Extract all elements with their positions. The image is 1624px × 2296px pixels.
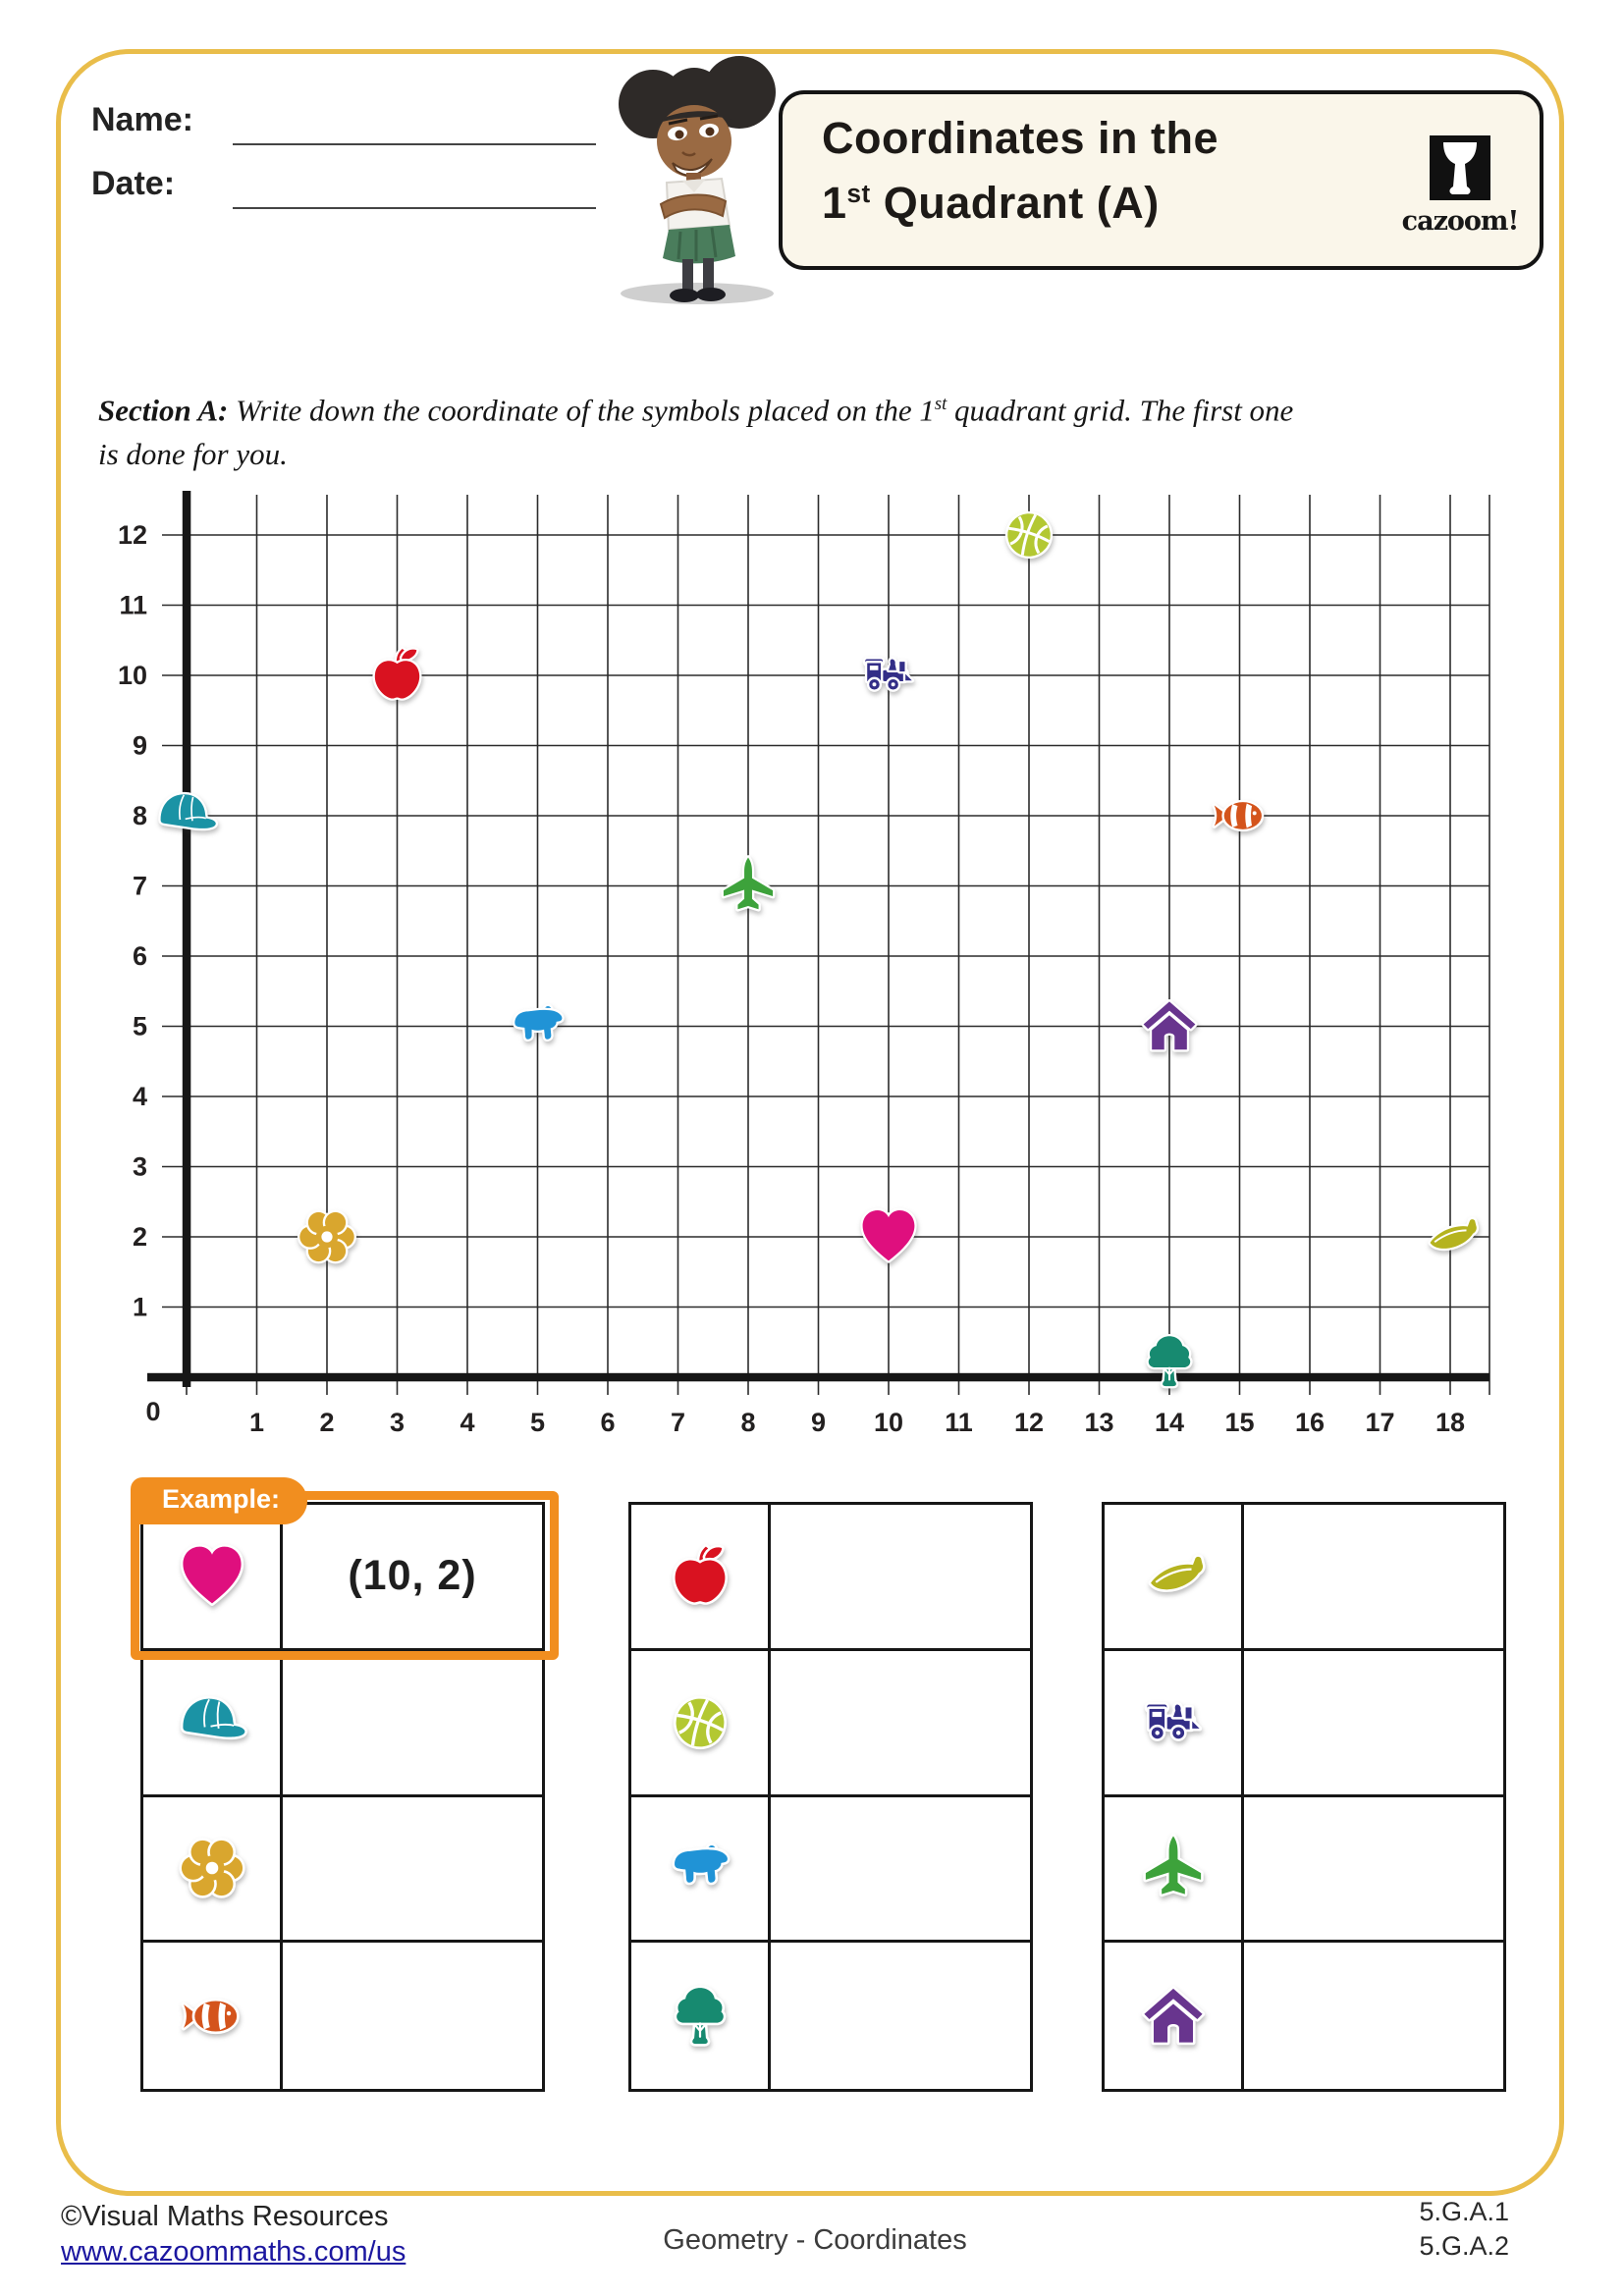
- house-icon: [1137, 1980, 1210, 2053]
- table1-row4-symbol-cell: [143, 1943, 283, 2089]
- table2-row2-answer-cell: [771, 1651, 1030, 1797]
- basketball-icon: [664, 1686, 736, 1759]
- x-tick-label: 4: [460, 1408, 475, 1437]
- worksheet-title: Coordinates in the 1st Quadrant (A): [822, 113, 1219, 228]
- x-tick-label: 15: [1224, 1408, 1255, 1437]
- y-tick-label: 10: [117, 661, 147, 690]
- example-answer: (10, 2): [348, 1552, 477, 1600]
- footer-left: [61, 2199, 406, 2269]
- heart-icon: [863, 1210, 915, 1260]
- x-tick-label: 16: [1294, 1408, 1326, 1437]
- cap-icon: [161, 794, 216, 828]
- x-tick-label: 3: [389, 1408, 406, 1437]
- flower-icon: [176, 1832, 248, 1904]
- x-tick-label: 11: [945, 1408, 973, 1437]
- table2-row4-answer-cell: [771, 1943, 1030, 2089]
- table2-row2-symbol-cell: [631, 1651, 771, 1797]
- apple-icon: [664, 1540, 736, 1613]
- answer-table-3: [1102, 1502, 1506, 2092]
- x-tick-label: 8: [740, 1408, 756, 1437]
- table2-row3-symbol-cell: [631, 1797, 771, 1944]
- table1-row3-answer-cell: [283, 1797, 542, 1944]
- x-tick-label: 6: [600, 1408, 616, 1437]
- y-tick-label: 12: [117, 520, 147, 550]
- table3-row1-answer-cell: [1244, 1505, 1503, 1651]
- x-tick-label: 9: [810, 1408, 827, 1437]
- tree-icon: [664, 1980, 736, 2053]
- section-a-label: Section A:: [98, 393, 229, 428]
- table2-row3-answer-cell: [771, 1797, 1030, 1944]
- copyright-text: ©Visual Maths Resources: [61, 2201, 389, 2232]
- bananas-icon: [1431, 1219, 1477, 1249]
- bear-icon: [514, 1006, 562, 1040]
- x-tick-label: 17: [1365, 1408, 1395, 1437]
- basketball-icon: [1002, 508, 1056, 562]
- date-label: Date:: [91, 165, 176, 202]
- table1-row3-symbol-cell: [143, 1797, 283, 1944]
- table3-row4-answer-cell: [1244, 1943, 1503, 2089]
- answer-table-2: [628, 1502, 1033, 2092]
- y-tick-label: 1: [132, 1292, 147, 1322]
- example-tab: Example:: [131, 1477, 307, 1524]
- x-tick-label: 14: [1154, 1408, 1185, 1437]
- y-tick-label: 7: [132, 871, 147, 901]
- plane-icon: [724, 857, 773, 909]
- y-tick-label: 2: [132, 1222, 147, 1252]
- x-tick-label: 13: [1084, 1408, 1114, 1437]
- x-tick-label: 18: [1435, 1408, 1466, 1437]
- train-icon: [1137, 1686, 1210, 1759]
- table1-row2-answer-cell: [283, 1651, 542, 1797]
- table2-row4-symbol-cell: [631, 1943, 771, 2089]
- table3-row1-symbol-cell: [1105, 1505, 1244, 1651]
- table3-row4-symbol-cell: [1105, 1943, 1244, 2089]
- table3-row3-answer-cell: [1244, 1797, 1503, 1944]
- table3-row2-answer-cell: [1244, 1651, 1503, 1797]
- table3-row3-symbol-cell: [1105, 1797, 1244, 1944]
- table2-row1-answer-cell: [771, 1505, 1030, 1651]
- x-tick-label: 10: [873, 1408, 904, 1437]
- website-link[interactable]: www.cazoommaths.com/us: [61, 2236, 406, 2268]
- y-tick-label: 6: [132, 941, 147, 971]
- section-a-instructions: Section A: Write down the coordinate of the symbols placed on the 1st quadrant grid. The first one is done for you.: [98, 393, 1294, 472]
- x-tick-label: 12: [1013, 1408, 1045, 1437]
- table3-row2-symbol-cell: [1105, 1651, 1244, 1797]
- train-icon: [865, 660, 912, 690]
- table2-row1-symbol-cell: [631, 1505, 771, 1651]
- x-axis: [147, 1373, 1489, 1382]
- y-tick-label: 9: [132, 730, 147, 761]
- footer-topic: Geometry - Coordinates: [663, 2224, 967, 2256]
- apple-icon: [375, 649, 419, 699]
- x-tick-label: 7: [670, 1408, 686, 1437]
- y-axis: [183, 491, 191, 1387]
- y-tick-label: 4: [132, 1082, 147, 1111]
- plane-icon: [1137, 1832, 1210, 1904]
- table1-row4-answer-cell: [283, 1943, 542, 2089]
- standard-code-1: 5.G.A.1: [1419, 2197, 1509, 2226]
- flower-icon: [299, 1212, 353, 1261]
- y-tick-label: 3: [132, 1151, 147, 1182]
- name-label: Name:: [91, 101, 193, 138]
- cap-icon: [176, 1686, 248, 1759]
- fish-icon: [176, 1980, 248, 2053]
- bananas-icon: [1137, 1540, 1210, 1613]
- bear-icon: [664, 1832, 736, 1904]
- origin-label: 0: [145, 1397, 161, 1426]
- y-tick-label: 11: [119, 590, 147, 620]
- footer-standards: [1215, 2195, 1509, 2264]
- y-tick-label: 8: [132, 801, 147, 830]
- fish-icon: [1215, 802, 1262, 829]
- table1-row2-symbol-cell: [143, 1651, 283, 1797]
- y-tick-label: 5: [132, 1011, 147, 1041]
- standard-code-2: 5.G.A.2: [1419, 2231, 1509, 2261]
- x-tick-label: 1: [248, 1408, 265, 1437]
- x-tick-label: 2: [319, 1408, 335, 1437]
- cazoom-logo-text: cazoom!: [1401, 206, 1519, 237]
- x-tick-label: 5: [529, 1408, 546, 1437]
